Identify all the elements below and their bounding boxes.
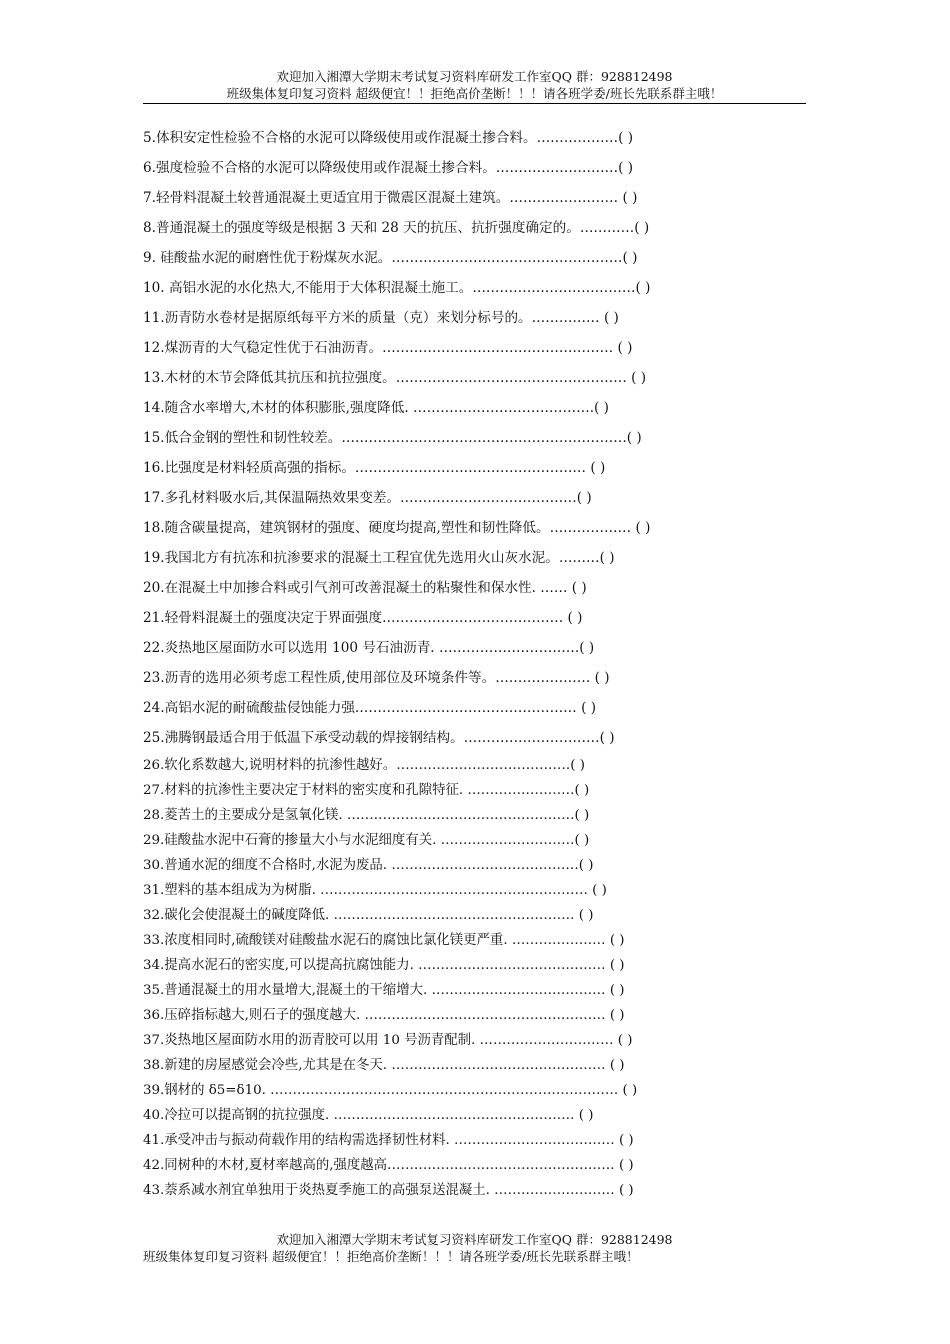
question-item: 32.碳化会使混凝土的碱度降低. ……………………………………………… ( ) [143, 908, 594, 923]
question-item: 22.炎热地区屋面防水可以选用 100 号石油沥青. ………………………….( ) [143, 640, 595, 656]
question-item: 15.低合金钢的塑性和韧性较差。………………………………………………………( ) [143, 430, 642, 446]
question-item: 27.材料的抗渗性主要决定于材料的密实度和孔隙特征. ……………………( ) [143, 783, 590, 798]
question-item: 42.同树种的木材,夏材率越高的,强度越高…………………………………………… ( ) [143, 1158, 634, 1173]
question-item: 26.软化系数越大,说明材料的抗渗性越好。…………………………………( ) [143, 758, 585, 773]
footer-line-2: 班级集体复印复习资料 超级便宜！！拒绝高价垄断！！！请各班学委/班长先联系群主哦！ [143, 1249, 639, 1264]
question-item: 14.随含水率增大,木材的体积膨胀,强度降低. ………………………………….( ) [143, 400, 609, 416]
footer-line-1: 欢迎加入湘潭大学期末考试复习资料库研发工作室QQ 群：928812498 [276, 1232, 673, 1247]
question-item: 25.沸腾钢最适合用于低温下承受动载的焊接钢结构。…………………………( ) [143, 730, 615, 746]
question-list [143, 126, 806, 1206]
question-item: 12.煤沥青的大气稳定性优于石油沥青。…………………………………………… ( ) [143, 340, 633, 356]
question-item: 17.多孔材料吸水后,其保温隔热效果变差。…………………………………( ) [143, 490, 592, 506]
question-item: 43.萘系减水剂宜单独用于炎热夏季施工的高强泵送混凝土. ……………………… ( ) [143, 1183, 634, 1198]
question-item: 9. 硅酸盐水泥的耐磨性优于粉煤灰水泥。……………………………………………( ) [143, 250, 638, 266]
question-item: 40.冷拉可以提高钢的抗拉强度. ……………………………………………… ( ) [143, 1108, 594, 1123]
question-item: 7.轻骨料混凝土较普通混凝土更适宜用于微震区混凝土建筑。…………………… ( ) [143, 190, 638, 206]
question-item: 13.木材的木节会降低其抗压和抗拉强度。…………………………………………… ( ) [143, 370, 647, 386]
header-divider [143, 103, 806, 104]
question-item: 36.压碎指标越大,则石子的强度越大. ……………………………………………… ( ) [143, 1008, 625, 1023]
question-item: 19.我国北方有抗冻和抗渗要求的混凝土工程宜优先选用火山灰水泥。………( ) [143, 550, 615, 566]
header-line-1: 欢迎加入湘潭大学期末考试复习资料库研发工作室QQ 群：928812498 [276, 69, 673, 84]
question-item: 41.承受冲击与振动荷载作用的结构需选择韧性材料. ……………………………… ( ) [143, 1133, 634, 1148]
question-item: 34.提高水泥石的密实度,可以提高抗腐蚀能力. …………………………………… ( ) [143, 958, 625, 973]
question-item: 16.比强度是材料轻质高强的指标。…………………………………………… ( ) [143, 460, 606, 476]
question-item: 20.在混凝土中加掺合料或引气剂可改善混凝土的粘聚性和保水性. …… ( ) [143, 580, 587, 596]
page-header [143, 68, 806, 102]
question-item: 37.炎热地区屋面防水用的沥青胶可以用 10 号沥青配制. ………………………… ( ) [143, 1033, 633, 1048]
question-item: 24.高铝水泥的耐硫酸盐侵蚀能力强.………………………………………… ( ) [143, 700, 597, 716]
header-line-2: 班级集体复印复习资料 超级便宜！！拒绝高价垄断！！！请各班学委/班长先联系群主哦！ [226, 86, 723, 101]
question-item: 33.浓度相同时,硫酸镁对硅酸盐水泥石的腐蚀比氯化镁更严重. ………………… ( ) [143, 933, 625, 948]
question-item: 10. 高铝水泥的水化热大,不能用于大体积混凝土施工。………………………………( ) [143, 280, 651, 296]
question-item: 38.新建的房屋感觉会冷些,尤其是在冬天. ………………………………………… ( ) [143, 1058, 625, 1073]
question-item: 23.沥青的选用必须考虑工程性质,使用部位及环境条件等。………………… ( ) [143, 670, 610, 686]
page-footer [143, 1231, 806, 1265]
question-item: 11.沥青防水卷材是据原纸每平方米的质量（克）来划分标号的。…………… ( ) [143, 310, 619, 326]
question-item: 35.普通混凝土的用水量增大,混凝土的干缩增大. ………………………………… ( ) [143, 983, 625, 998]
question-item: 5.体积安定性检验不合格的水泥可以降级使用或作混凝土掺合料。………………( ) [143, 130, 634, 146]
question-item: 39.钢材的 δ5=δ10. …………………………………………………………………… ( ) [143, 1083, 638, 1098]
question-item: 29.硅酸盐水泥中石膏的掺量大小与水泥细度有关. …………………………( ) [143, 833, 590, 848]
question-item: 8.普通混凝土的强度等级是根据 3 天和 28 天的抗压、抗折强度确定的。…………( ) [143, 220, 650, 236]
question-item: 6.强度检验不合格的水泥可以降级使用或作混凝土掺合料。………………………( ) [143, 160, 634, 176]
question-item: 21.轻骨料混凝土的强度决定于界面强度.………………………………… ( ) [143, 610, 583, 626]
question-item: 28.菱苦土的主要成分是氢氧化镁. ……………………………………………( ) [143, 808, 590, 823]
question-item: 18.随含碳量提高，建筑钢材的强度、硬度均提高,塑性和韧性降低。……………… ( ) [143, 520, 651, 536]
question-item: 30.普通水泥的细度不合格时,水泥为废品. ……………………………………( ) [143, 858, 594, 873]
question-item: 31.塑料的基本组成为为树脂. …………………………………………………… ( ) [143, 883, 607, 898]
